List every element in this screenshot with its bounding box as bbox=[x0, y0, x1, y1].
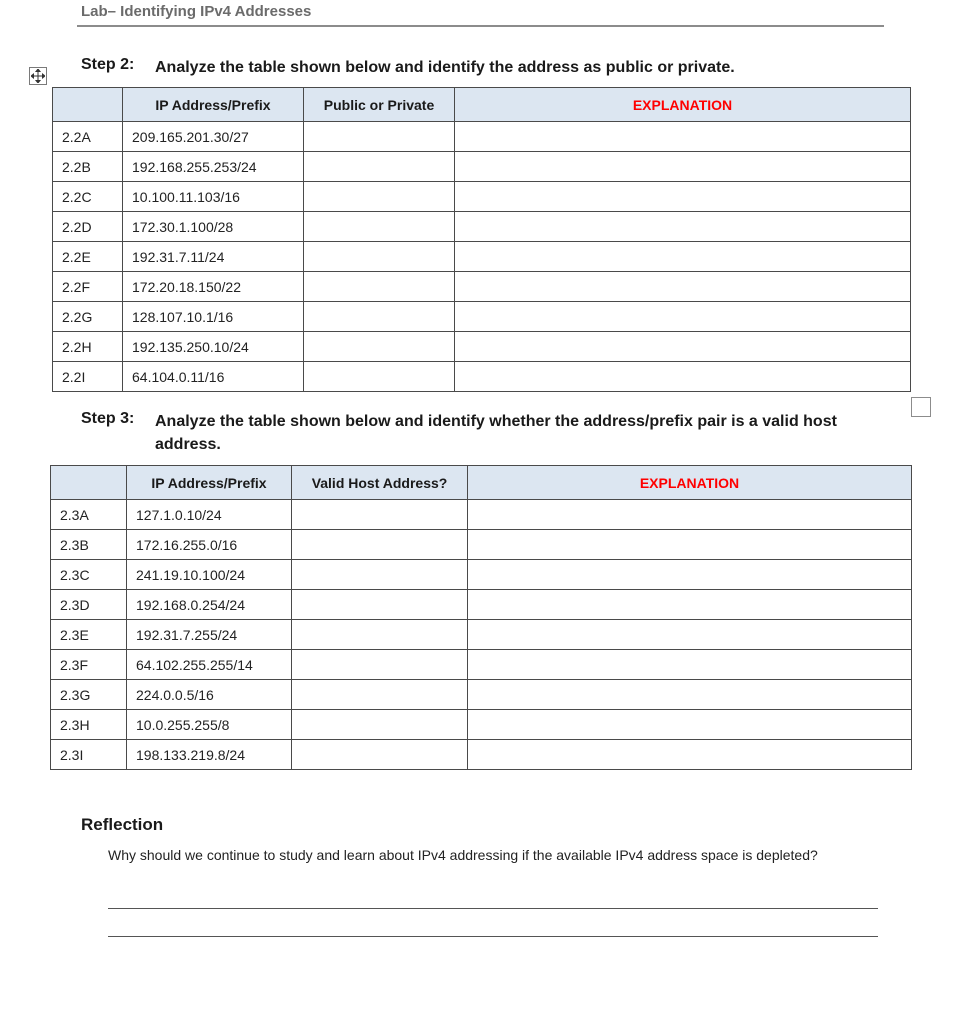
explanation-cell[interactable] bbox=[455, 212, 911, 242]
column-header-public-or-private: Public or Private bbox=[304, 88, 455, 122]
explanation-cell[interactable] bbox=[468, 650, 912, 680]
table-row bbox=[53, 242, 911, 272]
public-or-private-cell[interactable] bbox=[304, 272, 455, 302]
table-row bbox=[51, 680, 912, 710]
valid-host-cell[interactable] bbox=[292, 530, 468, 560]
explanation-cell[interactable] bbox=[455, 302, 911, 332]
valid-host-cell[interactable] bbox=[292, 680, 468, 710]
explanation-cell[interactable] bbox=[455, 122, 911, 152]
row-id: 2.2H bbox=[53, 332, 123, 362]
row-id: 2.3G bbox=[51, 680, 127, 710]
public-or-private-cell[interactable] bbox=[304, 332, 455, 362]
table-row bbox=[53, 182, 911, 212]
explanation-cell[interactable] bbox=[455, 272, 911, 302]
row-ip-address: 10.0.255.255/8 bbox=[127, 710, 292, 740]
answer-line[interactable] bbox=[108, 908, 878, 909]
move-arrows-icon[interactable] bbox=[29, 67, 47, 85]
valid-host-cell[interactable] bbox=[292, 590, 468, 620]
row-ip-address: 64.102.255.255/14 bbox=[127, 650, 292, 680]
table-row bbox=[51, 560, 912, 590]
public-or-private-cell[interactable] bbox=[304, 152, 455, 182]
row-id: 2.3H bbox=[51, 710, 127, 740]
public-or-private-cell[interactable] bbox=[304, 122, 455, 152]
explanation-cell[interactable] bbox=[455, 332, 911, 362]
table-row bbox=[51, 740, 912, 770]
row-id: 2.2F bbox=[53, 272, 123, 302]
table-row bbox=[51, 590, 912, 620]
table-row bbox=[53, 332, 911, 362]
explanation-cell[interactable] bbox=[455, 182, 911, 212]
valid-host-cell[interactable] bbox=[292, 500, 468, 530]
row-ip-address: 128.107.10.1/16 bbox=[123, 302, 304, 332]
table-row bbox=[53, 302, 911, 332]
document-header-title: Lab– Identifying IPv4 Addresses bbox=[81, 3, 312, 20]
explanation-cell[interactable] bbox=[468, 500, 912, 530]
explanation-cell[interactable] bbox=[468, 740, 912, 770]
step2-table bbox=[52, 87, 911, 392]
table-row bbox=[53, 272, 911, 302]
row-id: 2.2A bbox=[53, 122, 123, 152]
header-divider bbox=[77, 25, 884, 27]
row-id: 2.2E bbox=[53, 242, 123, 272]
explanation-cell[interactable] bbox=[468, 590, 912, 620]
public-or-private-cell[interactable] bbox=[304, 302, 455, 332]
row-ip-address: 172.30.1.100/28 bbox=[123, 212, 304, 242]
valid-host-cell[interactable] bbox=[292, 740, 468, 770]
valid-host-cell[interactable] bbox=[292, 650, 468, 680]
explanation-cell[interactable] bbox=[468, 560, 912, 590]
public-or-private-cell[interactable] bbox=[304, 362, 455, 392]
row-id: 2.3F bbox=[51, 650, 127, 680]
row-id: 2.3E bbox=[51, 620, 127, 650]
table-row bbox=[53, 152, 911, 182]
row-ip-address: 224.0.0.5/16 bbox=[127, 680, 292, 710]
row-ip-address: 10.100.11.103/16 bbox=[123, 182, 304, 212]
explanation-cell[interactable] bbox=[455, 152, 911, 182]
explanation-cell[interactable] bbox=[455, 362, 911, 392]
explanation-cell[interactable] bbox=[468, 680, 912, 710]
step2-number: Step 2: bbox=[81, 56, 135, 73]
row-ip-address: 64.104.0.11/16 bbox=[123, 362, 304, 392]
public-or-private-cell[interactable] bbox=[304, 242, 455, 272]
column-header-explanation: EXPLANATION bbox=[455, 88, 911, 122]
step3-table bbox=[50, 465, 912, 770]
table-row bbox=[51, 710, 912, 740]
row-id: 2.2I bbox=[53, 362, 123, 392]
row-ip-address: 192.168.0.254/24 bbox=[127, 590, 292, 620]
move-arrows-icon-glyph bbox=[31, 69, 45, 83]
reflection-title: Reflection bbox=[81, 815, 164, 834]
step2-instruction: Analyze the table shown below and identify the address as public or private. bbox=[155, 59, 735, 76]
row-ip-address: 172.20.18.150/22 bbox=[123, 272, 304, 302]
valid-host-cell[interactable] bbox=[292, 710, 468, 740]
table-row bbox=[51, 650, 912, 680]
column-header-explanation: EXPLANATION bbox=[468, 466, 912, 500]
row-id: 2.2C bbox=[53, 182, 123, 212]
table-row bbox=[51, 500, 912, 530]
step2-heading bbox=[81, 56, 881, 80]
column-header-id bbox=[53, 88, 123, 122]
row-ip-address: 241.19.10.100/24 bbox=[127, 560, 292, 590]
valid-host-cell[interactable] bbox=[292, 620, 468, 650]
column-header-valid-host: Valid Host Address? bbox=[292, 466, 468, 500]
row-ip-address: 192.168.255.253/24 bbox=[123, 152, 304, 182]
public-or-private-cell[interactable] bbox=[304, 212, 455, 242]
table-row bbox=[51, 620, 912, 650]
column-header-ip-address: IP Address/Prefix bbox=[123, 88, 304, 122]
column-header-id bbox=[51, 466, 127, 500]
row-id: 2.3D bbox=[51, 590, 127, 620]
resize-square-icon[interactable] bbox=[911, 397, 931, 417]
table-row bbox=[53, 362, 911, 392]
explanation-cell[interactable] bbox=[468, 530, 912, 560]
row-ip-address: 192.135.250.10/24 bbox=[123, 332, 304, 362]
row-id: 2.2D bbox=[53, 212, 123, 242]
step3-heading bbox=[81, 410, 881, 458]
answer-line[interactable] bbox=[108, 936, 878, 937]
row-id: 2.3A bbox=[51, 500, 127, 530]
row-ip-address: 192.31.7.11/24 bbox=[123, 242, 304, 272]
table-header-row bbox=[53, 88, 911, 122]
column-header-ip-address: IP Address/Prefix bbox=[127, 466, 292, 500]
explanation-cell[interactable] bbox=[455, 242, 911, 272]
row-id: 2.3B bbox=[51, 530, 127, 560]
public-or-private-cell[interactable] bbox=[304, 182, 455, 212]
explanation-cell[interactable] bbox=[468, 710, 912, 740]
row-id: 2.3I bbox=[51, 740, 127, 770]
table-row bbox=[51, 530, 912, 560]
row-ip-address: 127.1.0.10/24 bbox=[127, 500, 292, 530]
table-row bbox=[53, 212, 911, 242]
explanation-cell[interactable] bbox=[468, 620, 912, 650]
valid-host-cell[interactable] bbox=[292, 560, 468, 590]
step3-number: Step 3: bbox=[81, 410, 135, 427]
row-id: 2.3C bbox=[51, 560, 127, 590]
row-ip-address: 198.133.219.8/24 bbox=[127, 740, 292, 770]
step3-instruction: Analyze the table shown below and identify whether the address/prefix pair is a valid host address. bbox=[155, 413, 837, 453]
row-ip-address: 172.16.255.0/16 bbox=[127, 530, 292, 560]
row-ip-address: 209.165.201.30/27 bbox=[123, 122, 304, 152]
row-id: 2.2B bbox=[53, 152, 123, 182]
row-ip-address: 192.31.7.255/24 bbox=[127, 620, 292, 650]
table-row bbox=[53, 122, 911, 152]
reflection-question: Why should we continue to study and learn about IPv4 addressing if the available IPv4 address space is depleted? bbox=[108, 847, 818, 863]
row-id: 2.2G bbox=[53, 302, 123, 332]
table-header-row bbox=[51, 466, 912, 500]
